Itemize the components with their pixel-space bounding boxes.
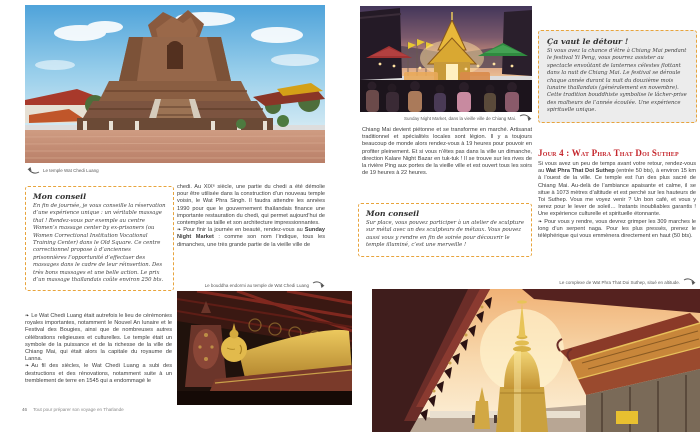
wat-chedi-luang-photo bbox=[25, 5, 325, 163]
right-col1-text bbox=[362, 127, 532, 177]
market-photo-caption bbox=[362, 114, 532, 122]
doi-suthep-photo bbox=[372, 289, 700, 432]
conseil-box-massage bbox=[25, 186, 174, 291]
paragraph: ❧ Pour vous y rendre, vous devrez grimper les 309 marches le long d’un serpent naga. Pour les plus pressés, prenez le téléphérique qui vous emmènera directement en haut (50 bts). bbox=[538, 218, 696, 240]
paragraph: ❧ Pour finir la journée en beauté, rendez-vous au Sunday Night Market : comme son nom l’indique, tous les dimanches, une très grande partie de la vieille ville de bbox=[177, 227, 325, 248]
paragraph: ❧ Le Wat Chedi Luang était autrefois le lieu de cérémonies royales importantes, notamment le Nouvel An lunaire et le Festival des Bougies, ainsi que de nombreuses autres célébrations religieuses et culturelles. Le temple était un symbole de la puissance et de la richesse de la ville de Chiang Mai, qui était alors la capitale du royaume de Lanna. bbox=[25, 313, 172, 363]
page-number: 46 bbox=[22, 407, 28, 412]
caption-arrow-icon bbox=[27, 166, 40, 174]
conseil-box-body: En fin de journée, je vous conseille la réservation d’une expérience unique : un véritable massage thaï ! Rendez-vous par exemple au centre Women’s massage center by ex-prisoners (ou Women Correctional Institution Vocational Training Center) dans le Old Square. Ce centre correctionnel propose à d’anciennes prisonnières l’opportunité d’effectuer des massages dans le cadre de leur réinsertion. Des très bons massages et une belle action. Le prix d’un massage thaïlandais coûte environ 250 bts. bbox=[33, 203, 166, 284]
paragraph: Si vous avez un peu de temps avant votre retour, rendez-vous au Wat Phra That Doi Suthep (entrée 50 bts), à environ 15 km à l’ouest de la ville. Ce temple est l’un des plus sacré de Chiang Mai. Au-delà de l’ambiance apaisante et calme, il se situe à 1073 mètres d’altitude et est perché sur les hauteurs de Toi Suthep. Vous me voyez venir ? Un bon café, et vous y serez pour le lever de soleil… Instants inoubliables garantis ! Une expérience culturelle et spirituelle étonnante. bbox=[538, 161, 696, 218]
caption-arrow-icon bbox=[683, 278, 696, 286]
buddha-photo-caption bbox=[177, 281, 325, 289]
reclining-buddha-photo bbox=[177, 291, 352, 405]
left-col1-text bbox=[25, 313, 172, 385]
doi-suthep-photo-caption-text: Le complexe de Wat Phra That Doi Suthep, situé en altitude. bbox=[559, 279, 680, 285]
footer-title: Tout pour préparer son voyage en Thaïlande bbox=[33, 407, 124, 412]
doi-suthep-photo-caption bbox=[528, 278, 696, 286]
detour-box-body-2: Cette tradition bouddhiste symbolise le lâcher-prise des malheurs de l’année écoulée. Une expérience spirituelle unique. bbox=[547, 92, 687, 114]
market-photo-caption-text: Sunday Night Market, dans la vieille ville de Chiang Mai. bbox=[403, 115, 516, 121]
detour-box-title: Ça vaut le détour ! bbox=[547, 37, 629, 46]
conseil-box-title: Mon conseil bbox=[366, 209, 420, 218]
detour-box-body-1: Si vous avez la chance d’être à Chiang Mai pendant le festival Yi Peng, vous pourrez assister au spectacle envoûtant de lanternes célestes flottant dans la nuit de Chiang Mai. Le festival se déroule chaque année durant la nuit du douzième mois lunaire thaïlandais (généralement en novembre). bbox=[547, 48, 687, 92]
conseil-box-title: Mon conseil bbox=[33, 192, 87, 201]
fleuron-icon: ❧ bbox=[177, 227, 182, 234]
sunday-night-market-photo bbox=[360, 6, 532, 112]
paragraph: chedi. Au XIXᵉ siècle, une partie du chedi a été démolie pour être utilisée dans la construction d’un nouveau temple voisin, le Wat Phra Singh. Il faudra attendre les années 1990 pour que le gouvernement thaïlandais finance une importante restauration du chedi, qui permet aujourd’hui de contempler sa taille et son architecture impressionnantes. bbox=[177, 184, 325, 227]
main-photo-caption-text: Le temple Wat Chedi Luang bbox=[43, 167, 99, 173]
detour-box bbox=[538, 30, 697, 123]
main-photo-caption bbox=[27, 166, 247, 174]
fleuron-icon: ❧ bbox=[538, 218, 543, 225]
caption-arrow-icon bbox=[312, 281, 325, 289]
buddha-photo-caption-text: Le bouddha endormi au temple de Wat Chedi Luang bbox=[204, 282, 309, 288]
right-col2-text bbox=[538, 161, 696, 240]
day4-heading: Jour 4 : Wat Phra That Doi Suthep bbox=[538, 148, 679, 158]
caption-arrow-icon bbox=[519, 114, 532, 122]
conseil-box-sculpture bbox=[358, 203, 532, 257]
paragraph: Chiang Mai devient piétonne et se transforme en marché. Artisanat traditionnel et spécialités locales sont légion. Il y a toujours beaucoup de monde alors rendez-vous à 19 heures pour pouvoir en profiter pleinement. Et si vous n’êtes pas dans la ville un dimanche, direction Kalare Night Bazar en tuk-tuk ! Il se trouve sur les rives de la rivière Ping aux portes de la vieille ville et est ouvert tous les soirs de 19 heures à 22 heures. bbox=[362, 127, 532, 177]
left-col2-text bbox=[177, 184, 325, 249]
fleuron-icon: ❧ bbox=[25, 363, 30, 370]
paragraph: ❧ Au fil des siècles, le Wat Chedi Luang a subi des destructions et des rénovations, notamment suite à un tremblement de terre en 1545 qui a endommagé le bbox=[25, 363, 172, 384]
fleuron-icon: ❧ bbox=[25, 313, 30, 319]
conseil-box-body: Sur place, vous pouvez participer à un atelier de sculpture sur métal avec un des sculpteurs de métaux. Vous pouvez aussi vous y rendre en fin de soirée pour découvrir le temple illuminé, c’est une merveille ! bbox=[366, 220, 524, 249]
page-footer bbox=[22, 407, 124, 412]
